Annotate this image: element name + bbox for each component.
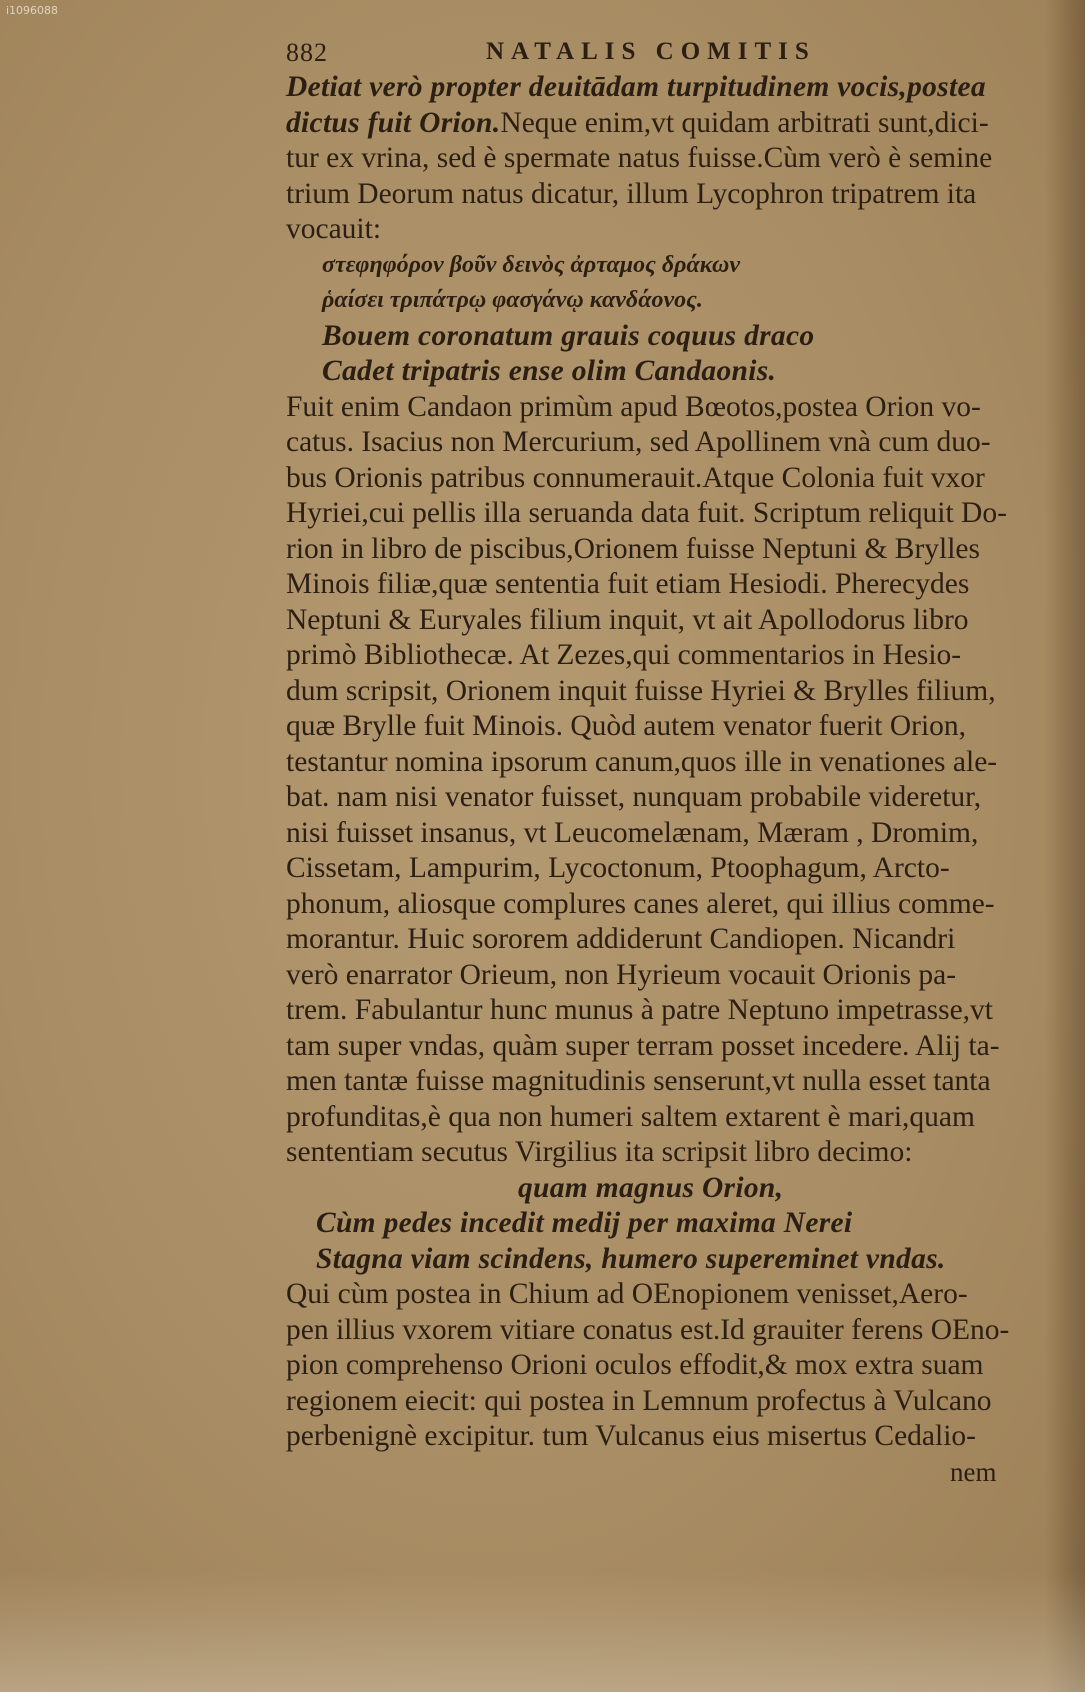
- latin-verse-line: Bouem coronatum grauis coquus draco: [322, 319, 815, 352]
- italic-phrase: dictus fuit Orion.: [286, 106, 501, 139]
- catalog-id: i1096088: [6, 4, 59, 17]
- running-head: NATALIS COMITIS: [486, 38, 816, 65]
- text-line: testantur nomina ipsorum canum,quos ille in venationes ale-: [286, 745, 998, 778]
- text-line: trium Deorum natus dicatur, illum Lycophron tripatrem ita: [286, 177, 977, 210]
- text-line: regionem eiecit: qui postea in Lemnum profectus à Vulcano: [286, 1384, 992, 1417]
- text-line: phonum, aliosque complures canes aleret, qui illius comme-: [286, 887, 995, 920]
- text-line: sententiam secutus Virgilius ita scripsit libro decimo:: [286, 1136, 913, 1168]
- text-line: Hyriei,cui pellis illa seruanda data fuit. Scriptum reliquit Do-: [286, 497, 1007, 529]
- page-body: [286, 70, 1026, 1490]
- text-line: morantur. Huic sororem addiderunt Candiopen. Nicandri: [286, 923, 956, 955]
- latin-verse-line: Cùm pedes incedit medij per maxima Nerei: [316, 1207, 853, 1239]
- text-line: Qui cùm postea in Chium ad OEnopionem venisset,Aero-: [286, 1278, 968, 1310]
- catchword: nem: [950, 1456, 997, 1487]
- text-line: perbenignè excipitur. tum Vulcanus eius misertus Cedalio-: [286, 1420, 976, 1452]
- text-line: rion in libro de piscibus,Orionem fuisse Neptuni & Brylles: [286, 532, 980, 565]
- text-line: trem. Fabulantur hunc munus à patre Neptuno impetrasse,vt: [286, 994, 994, 1026]
- page-edge-shadow: [1045, 0, 1085, 1692]
- page-bottom-fade: [0, 1572, 1085, 1692]
- text-line: pion comprehenso Orioni oculos effodit,& mox extra suam: [286, 1349, 984, 1381]
- page-number: 882: [286, 38, 328, 67]
- text-line: verò enarrator Orieum, non Hyrieum vocauit Orionis pa-: [286, 958, 957, 991]
- text-run: Neque enim,vt quidam arbitrati sunt,dici-: [500, 106, 989, 139]
- text-line: quæ Brylle fuit Minois. Quòd autem venator fuerit Orion,: [286, 710, 967, 742]
- text-line: Neptuni & Euryales filium inquit, vt ait Apollodorus libro: [286, 603, 969, 636]
- latin-verse-line: Cadet tripatris ense olim Candaonis.: [322, 355, 777, 387]
- text-line: Minois filiæ,quæ sententia fuit etiam Hesiodi. Pherecydes: [286, 568, 970, 600]
- text-line: catus. Isacius non Mercurium, sed Apollinem vnà cum duo-: [286, 426, 991, 458]
- text-line: men tantæ fuisse magnitudinis senserunt,vt nulla esset tanta: [286, 1065, 991, 1097]
- latin-verse-line: quam magnus Orion,: [518, 1171, 784, 1204]
- text-line: Fuit enim Candaon primùm apud Bœotos,postea Orion vo-: [286, 390, 981, 423]
- text-line: vocauit:: [286, 213, 382, 245]
- text-line: Cissetam, Lampurim, Lycoctonum, Ptoophagum, Arcto-: [286, 852, 950, 884]
- greek-verse-line: στεφηφόρον βοῦν δεινὸς ἀρταμος δράκων: [322, 251, 741, 278]
- text-line: bus Orionis patribus connumerauit.Atque Colonia fuit vxor: [286, 461, 985, 494]
- page-header: [286, 34, 906, 74]
- text-line: profunditas,è qua non humeri saltem extarent è mari,quam: [286, 1100, 975, 1133]
- greek-verse-line: ῥαίσει τριπάτρῳ φασγάνῳ κανδάονος.: [322, 287, 703, 313]
- text-line: tam super vndas, quàm super terram posset incedere. Alij ta-: [286, 1029, 1000, 1062]
- text-line: bat. nam nisi venator fuisset, nunquam probabile videretur,: [286, 781, 982, 813]
- text-line: [286, 106, 1026, 142]
- text-line: Detiat verò propter deuitādam turpitudinem vocis,postea: [286, 71, 986, 103]
- text-line: pen illius vxorem vitiare conatus est.Id grauiter ferens OEno-: [286, 1313, 1010, 1346]
- latin-verse-line: Stagna viam scindens, humero supereminet vndas.: [316, 1242, 946, 1275]
- text-line: primò Bibliothecæ. At Zezes,qui commentarios in Hesio-: [286, 639, 962, 671]
- text-line: dum scripsit, Orionem inquit fuisse Hyriei & Brylles filium,: [286, 674, 996, 707]
- text-line: nisi fuisset insanus, vt Leucomelænam, Mæram , Dromim,: [286, 816, 979, 849]
- text-line: tur ex vrina, sed è spermate natus fuisse.Cùm verò è semine: [286, 142, 993, 174]
